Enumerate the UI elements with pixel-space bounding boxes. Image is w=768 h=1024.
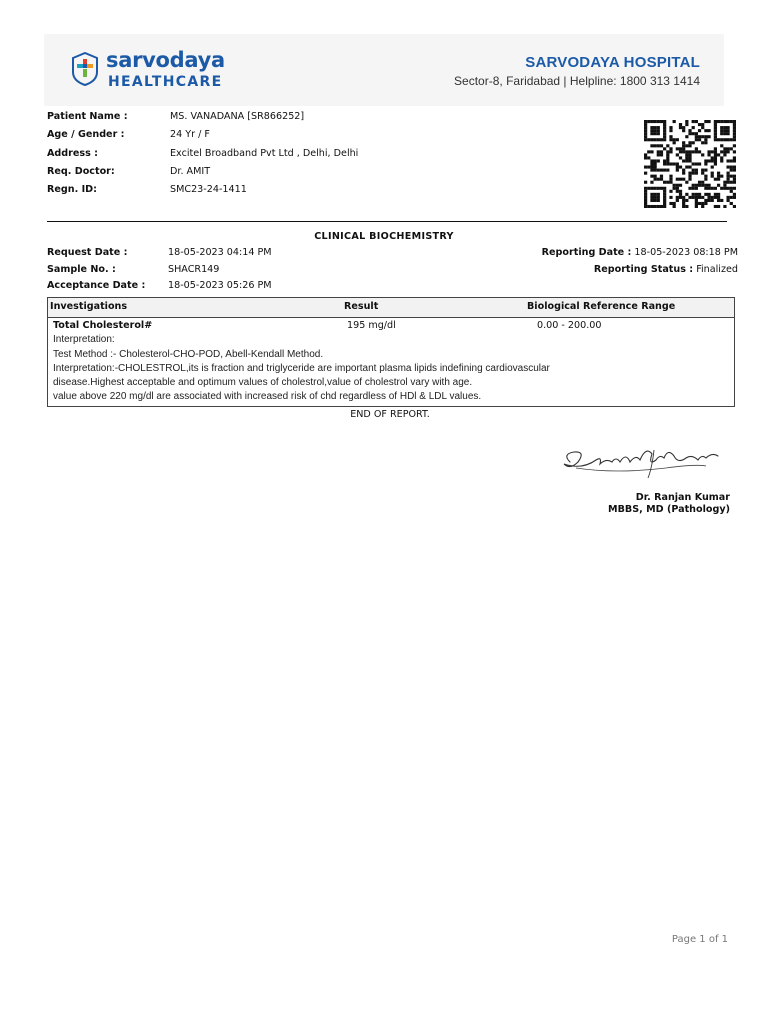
age-gender-label: Age / Gender : bbox=[47, 129, 125, 140]
sarvodaya-logo-icon bbox=[70, 52, 100, 86]
brand-subtitle: HEALTHCARE bbox=[108, 74, 223, 90]
qr-code-icon bbox=[644, 120, 736, 208]
req-doctor-value: Dr. AMIT bbox=[170, 166, 211, 177]
regn-id-label: Regn. ID: bbox=[47, 184, 97, 195]
test-reference-range: 0.00 - 200.00 bbox=[537, 320, 602, 331]
brand-name: sarvodaya bbox=[106, 48, 225, 72]
section-divider bbox=[47, 221, 727, 222]
interpretation-line: disease.Highest acceptable and optimum values of cholestrol,value of cholestrol vary with age. bbox=[53, 377, 473, 388]
req-doctor-label: Req. Doctor: bbox=[47, 166, 115, 177]
signatory-name: Dr. Ranjan Kumar bbox=[635, 492, 730, 503]
reporting-status-row bbox=[594, 264, 738, 275]
signatory-qualification: MBBS, MD (Pathology) bbox=[608, 504, 730, 515]
interpretation-line: Interpretation: bbox=[53, 334, 115, 345]
interpretation-line: Interpretation:-CHOLESTROL,its is fraction and triglyceride are important plasma lipids indefining cardiovascular bbox=[53, 363, 550, 374]
reporting-date-label: Reporting Date : bbox=[541, 247, 632, 258]
header-investigations: Investigations bbox=[50, 301, 128, 312]
acceptance-date-label: Acceptance Date : bbox=[47, 280, 146, 291]
request-date-value: 18-05-2023 04:14 PM bbox=[168, 247, 272, 258]
reporting-status-label: Reporting Status : bbox=[593, 264, 694, 275]
test-result: 195 mg/dl bbox=[347, 320, 396, 331]
request-date-label: Request Date : bbox=[47, 247, 128, 258]
reporting-status-value: Finalized bbox=[696, 264, 738, 275]
report-header bbox=[44, 34, 724, 106]
table-header bbox=[48, 298, 734, 318]
address-value: Excitel Broadband Pvt Ltd , Delhi, Delhi bbox=[170, 148, 359, 159]
page-number: Page 1 of 1 bbox=[671, 934, 728, 945]
reporting-date-row bbox=[542, 247, 738, 258]
hospital-address: Sector-8, Faridabad | Helpline: 1800 313 1414 bbox=[454, 74, 700, 88]
interpretation-line: Test Method :- Cholesterol-CHO-POD, Abell-Kendall Method. bbox=[53, 349, 324, 360]
test-name: Total Cholesterol# bbox=[53, 320, 153, 331]
section-title: CLINICAL BIOCHEMISTRY bbox=[314, 231, 454, 242]
sample-no-value: SHACR149 bbox=[168, 264, 220, 275]
hospital-name: SARVODAYA HOSPITAL bbox=[525, 54, 700, 71]
header-result: Result bbox=[344, 301, 379, 312]
reporting-date-value: 18-05-2023 08:18 PM bbox=[634, 247, 738, 258]
signature-icon bbox=[556, 440, 736, 484]
end-of-report: END OF REPORT. bbox=[350, 409, 430, 420]
age-gender-value: 24 Yr / F bbox=[170, 129, 210, 140]
acceptance-date-value: 18-05-2023 05:26 PM bbox=[168, 280, 272, 291]
header-reference-range: Biological Reference Range bbox=[527, 301, 676, 312]
patient-name-value: MS. VANADANA [SR866252] bbox=[170, 111, 305, 122]
regn-id-value: SMC23-24-1411 bbox=[170, 184, 247, 195]
patient-name-label: Patient Name : bbox=[47, 111, 128, 122]
results-table bbox=[47, 297, 735, 407]
interpretation-line: value above 220 mg/dl are associated with increased risk of chd regardless of HDl & LDL values. bbox=[53, 391, 482, 402]
sample-no-label: Sample No. : bbox=[47, 264, 116, 275]
address-label: Address : bbox=[47, 148, 98, 159]
